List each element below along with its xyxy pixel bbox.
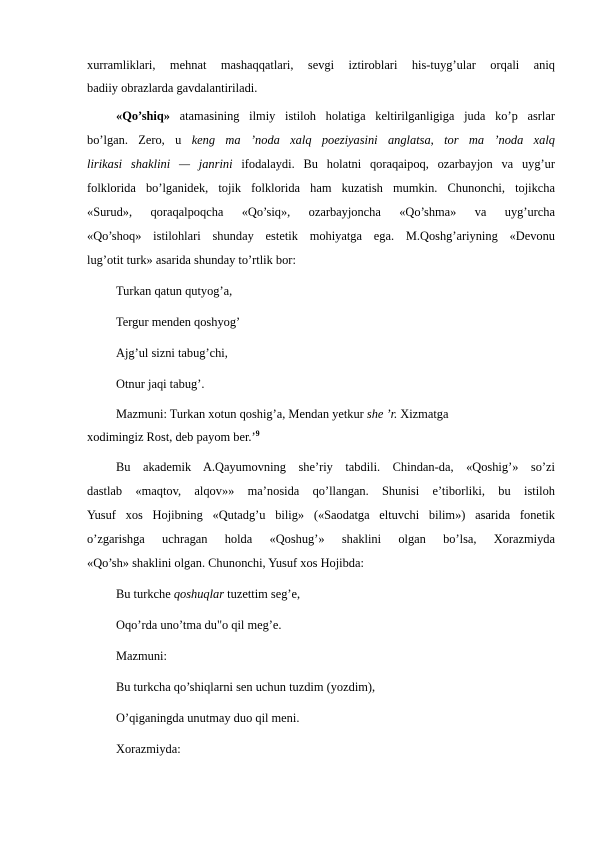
text-span: dastlab «maqtov, alqov»» ma’nosida qo’llangan. Shunisi e’tiborliki, bu istiloh [87,484,555,498]
verse-line [116,586,555,602]
text-span: atamasining ilmiy istiloh holatiga keltirilganligiga juda ko’p asrlar [169,109,555,123]
text-span: Xorazmiyda: [116,742,181,756]
text-span: bo’lgan. Zero, u [87,133,192,147]
text-line [116,406,555,422]
text-line [116,459,555,475]
text-line [87,132,555,148]
text-span: o’zgarishga uchragan holda «Qoshug’» shaklini olgan bo’lsa, Xorazmiyda [87,532,555,546]
text-span: «Surud», qoraqalpoqcha «Qo’siq», ozarbayjoncha «Qo’shma» va uyg’urcha [87,205,555,219]
verse-line [116,345,555,361]
text-span: Bu turkche [116,587,174,601]
text-line [116,648,555,664]
text-span: Bu akademik A.Qayumovning she’riy tabdili. Chindan-da, «Qoshig’» so’zi [116,460,555,474]
italic-span: she ’r. [366,407,398,421]
text-line [87,507,555,523]
text-span: Oqo’rda uno’tma du"o qil meg’e. [116,618,282,632]
text-line [87,483,555,499]
text-line [87,57,555,73]
text-span: xodimingiz Rost, deb payom ber.’ [87,430,256,444]
text-span: O’qiganingda unutmay duo qil meni. [116,711,300,725]
term-qoshiq: «Qo’shiq» [116,109,170,123]
text-span: «Qo’sh» shaklini olgan. Chunonchi, Yusuf xos Hojibda: [87,556,364,570]
text-span: «Qo’shoq» istilohlari shunday estetik mohiyatga ega. M.Qoshg’ariyning «Devonu [87,229,555,243]
text-span: Turkan qatun qutyog’a, [116,284,233,298]
text-span: Bu turkcha qo’shiqlarni sen uchun tuzdim (yozdim), [116,680,376,694]
text-line [87,80,555,96]
italic-span: keng ma ’noda xalq poeziyasini anglatsa, tor ma ’noda xalq [191,133,555,147]
text-span: Yusuf xos Hojibning «Qutadg’u bilig» («Saodatga eltuvchi bilim») asarida fonetik [87,508,555,522]
text-span: tuzettim seg’e, [224,587,301,601]
text-line [87,180,555,196]
verse-line [116,314,555,330]
text-span: lug’otit turk» asarida shunday to’rtlik bor: [87,253,296,267]
verse-line [116,710,555,726]
text-line [87,555,555,571]
text-line [116,741,555,757]
text-line [116,108,555,124]
text-span: xurramliklari, mehnat mashaqqatlari, sevgi iztiroblari his-tuyg’ular orqali aniq [87,58,555,72]
footnote-marker: 9 [255,428,260,438]
text-span: badiiy obrazlarda gavdalantiriladi. [87,81,258,95]
verse-line [116,617,555,633]
text-line [87,429,555,445]
text-line [87,156,555,172]
text-span: ifodalaydi. Bu holatni qoraqaipoq, ozarbayjon va uyg’ur [232,157,556,171]
text-span: Tergur menden qoshyog’ [116,315,241,329]
italic-span: qoshuqlar [173,587,225,601]
verse-line [116,679,555,695]
text-span: Mazmuni: [116,649,167,663]
text-span: Otnur jaqi tabug’. [116,377,205,391]
text-line [87,531,555,547]
text-line [87,204,555,220]
text-span: Ajg’ul sizni tabug’chi, [116,346,228,360]
text-span: folklorida bo’lganidek, tojik folklorida ham kuzatish mumkin. Chunonchi, tojikcha [87,181,555,195]
text-line [87,252,555,268]
text-span: Xizmatga [397,407,449,421]
verse-line [116,376,555,392]
verse-line [116,283,555,299]
text-line [87,228,555,244]
text-span: Mazmuni: Turkan xotun qoshig’a, Mendan yetkur [116,407,367,421]
italic-span: lirikasi shaklini — janrini [87,157,233,171]
